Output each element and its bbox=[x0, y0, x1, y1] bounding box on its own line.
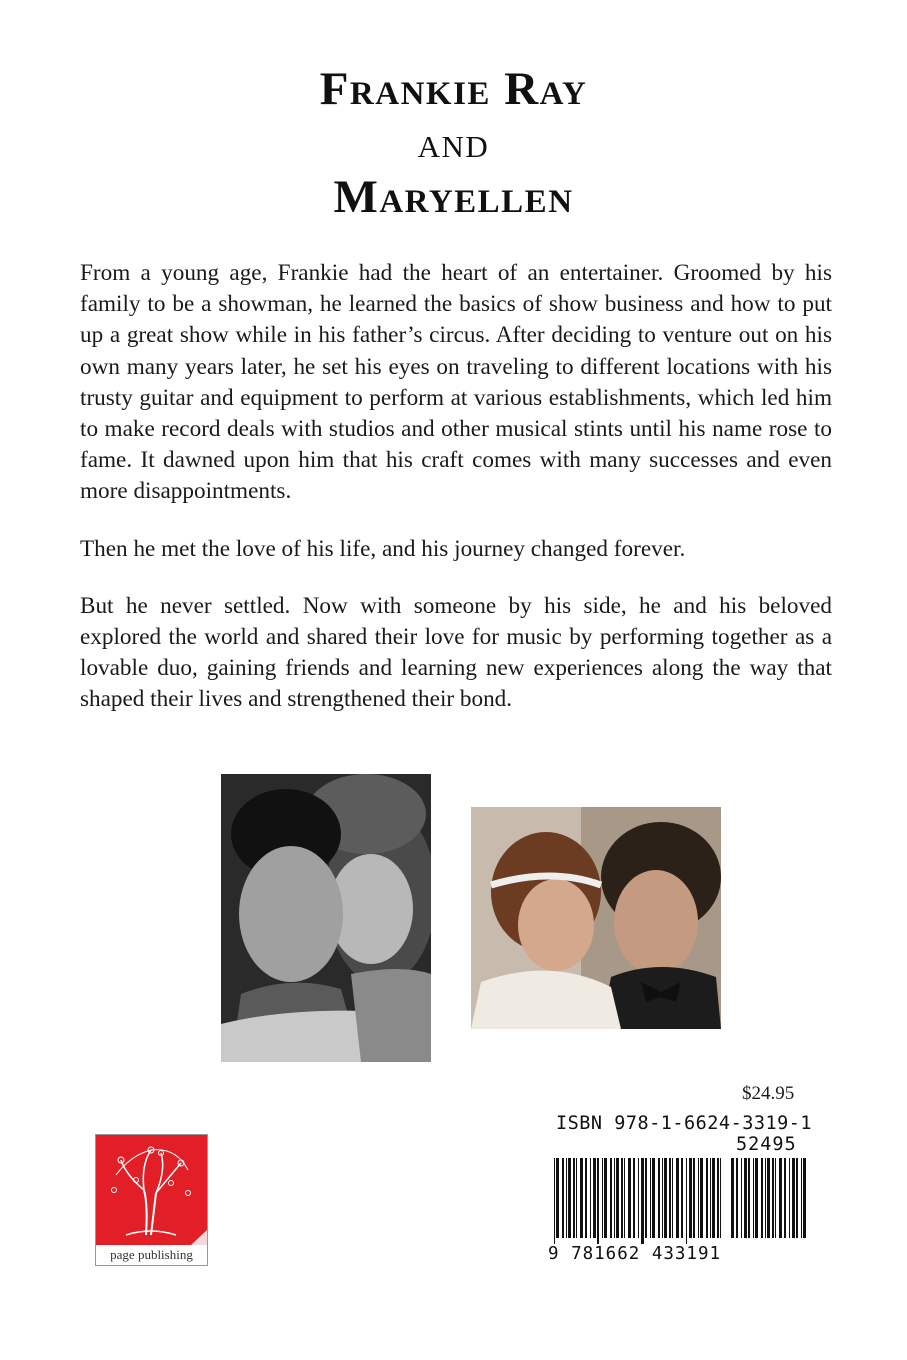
barcode-bar bbox=[720, 1158, 721, 1238]
blurb-paragraph-2: Then he met the love of his life, and his journey changed forever. bbox=[80, 535, 686, 562]
barcode-bar bbox=[755, 1158, 758, 1238]
barcode-bar bbox=[580, 1158, 583, 1238]
tree-icon bbox=[96, 1135, 207, 1245]
barcode-bar bbox=[748, 1158, 750, 1238]
barcode-bar bbox=[717, 1158, 719, 1238]
barcode-bar bbox=[624, 1158, 625, 1238]
isbn-label: ISBN 978-1-6624-3319-1 bbox=[556, 1113, 813, 1134]
barcode-bar bbox=[693, 1158, 695, 1238]
barcode-bar bbox=[779, 1158, 782, 1238]
barcode-bar bbox=[638, 1158, 639, 1238]
barcode-bar bbox=[576, 1158, 577, 1238]
barcode-bar bbox=[784, 1158, 786, 1238]
barcode-bar bbox=[796, 1158, 798, 1238]
publisher-name: page publishing bbox=[110, 1247, 193, 1262]
barcode-bar bbox=[775, 1158, 776, 1238]
isbn-addon-number: 52495 bbox=[736, 1134, 797, 1155]
barcode-bar bbox=[681, 1158, 683, 1238]
barcode-bar bbox=[753, 1158, 754, 1238]
blurb-paragraph-1: From a young age, Frankie had the heart of an entertainer. Groomed by his family to be a showman, he learned the basics of show business and how to put up a great show while in his father’s circus. After deciding to venture out on his own many years later, he set his eyes on traveling to different locations with his trusty guitar and equipment to perform at various establishments, which led him to make record deals with studios and other musical stints until his name rose to fame. It dawned upon him that his craft comes with many successes and even more disappointments. bbox=[80, 260, 832, 505]
barcode-bar bbox=[736, 1158, 738, 1238]
barcode-bar bbox=[562, 1158, 564, 1238]
barcode-bar bbox=[621, 1158, 623, 1238]
barcode-bar bbox=[772, 1158, 774, 1238]
barcode-bar bbox=[672, 1158, 673, 1238]
barcode-bar bbox=[676, 1158, 679, 1238]
book-title bbox=[0, 62, 907, 224]
barcode-bar bbox=[597, 1158, 599, 1244]
barcode-bar bbox=[765, 1158, 766, 1238]
barcode-bar bbox=[566, 1158, 567, 1238]
barcode-bar bbox=[700, 1158, 703, 1238]
barcode-bar bbox=[633, 1158, 635, 1238]
barcode-bar bbox=[645, 1158, 647, 1238]
publisher-logo-mark bbox=[96, 1135, 207, 1245]
title-line-2: and bbox=[417, 118, 490, 167]
title-line-3: Maryellen bbox=[333, 171, 574, 223]
barcode-bar bbox=[686, 1158, 687, 1244]
barcode-bar bbox=[731, 1158, 734, 1238]
barcode-bar bbox=[761, 1158, 763, 1238]
barcode-bar bbox=[568, 1158, 571, 1238]
couple-portrait-photo bbox=[221, 774, 431, 1062]
barcode-bar bbox=[641, 1158, 644, 1244]
barcode-bar bbox=[610, 1158, 612, 1238]
barcode-bar bbox=[590, 1158, 591, 1238]
barcode-bar bbox=[585, 1158, 587, 1238]
barcode-bar bbox=[689, 1158, 692, 1238]
barcode-bar bbox=[698, 1158, 699, 1238]
barcode-bar bbox=[803, 1158, 806, 1238]
back-cover-blurb bbox=[80, 258, 832, 742]
barcode-bar bbox=[650, 1158, 651, 1238]
barcode-bar bbox=[602, 1158, 603, 1238]
barcode-bar bbox=[710, 1158, 711, 1238]
barcode-bar bbox=[744, 1158, 747, 1238]
price-label: $24.95 bbox=[742, 1083, 795, 1104]
barcode-bar bbox=[792, 1158, 795, 1238]
barcode-bar bbox=[652, 1158, 655, 1238]
blurb-paragraph-3: But he never settled. Now with someone by his side, he and his beloved explored the world and shared their love for music by performing together as a lovable duo, gaining friends and learning new experiences along the way that shaped their lives and strengthened their bond. bbox=[80, 592, 832, 713]
barcode-bar bbox=[573, 1158, 575, 1238]
publisher-logo bbox=[95, 1134, 208, 1266]
barcode-bar bbox=[593, 1158, 596, 1238]
wedding-photo-illustration bbox=[471, 807, 721, 1029]
barcode-bar bbox=[801, 1158, 802, 1238]
barcode-bar bbox=[664, 1158, 667, 1238]
barcode-bar bbox=[789, 1158, 790, 1238]
barcode-bar bbox=[741, 1158, 742, 1238]
barcode-bar bbox=[604, 1158, 607, 1238]
barcode-bar bbox=[712, 1158, 715, 1238]
barcode-bar bbox=[767, 1158, 770, 1238]
barcode-bar bbox=[556, 1158, 559, 1238]
isbn-barcode bbox=[554, 1158, 724, 1244]
couple-portrait-illustration bbox=[221, 774, 431, 1062]
isbn-addon-barcode bbox=[731, 1158, 809, 1244]
barcode-bar bbox=[614, 1158, 615, 1238]
title-line-1: Frankie Ray bbox=[319, 63, 588, 115]
barcode-digits: 9 781662 433191 bbox=[548, 1244, 722, 1264]
barcode-bar bbox=[616, 1158, 619, 1238]
barcode-bar bbox=[706, 1158, 708, 1238]
barcode-bar bbox=[554, 1158, 555, 1244]
barcode-bar bbox=[658, 1158, 660, 1238]
barcode-bar bbox=[662, 1158, 663, 1238]
wedding-photo bbox=[471, 807, 721, 1029]
barcode-bar bbox=[669, 1158, 671, 1238]
barcode-bar bbox=[628, 1158, 631, 1238]
